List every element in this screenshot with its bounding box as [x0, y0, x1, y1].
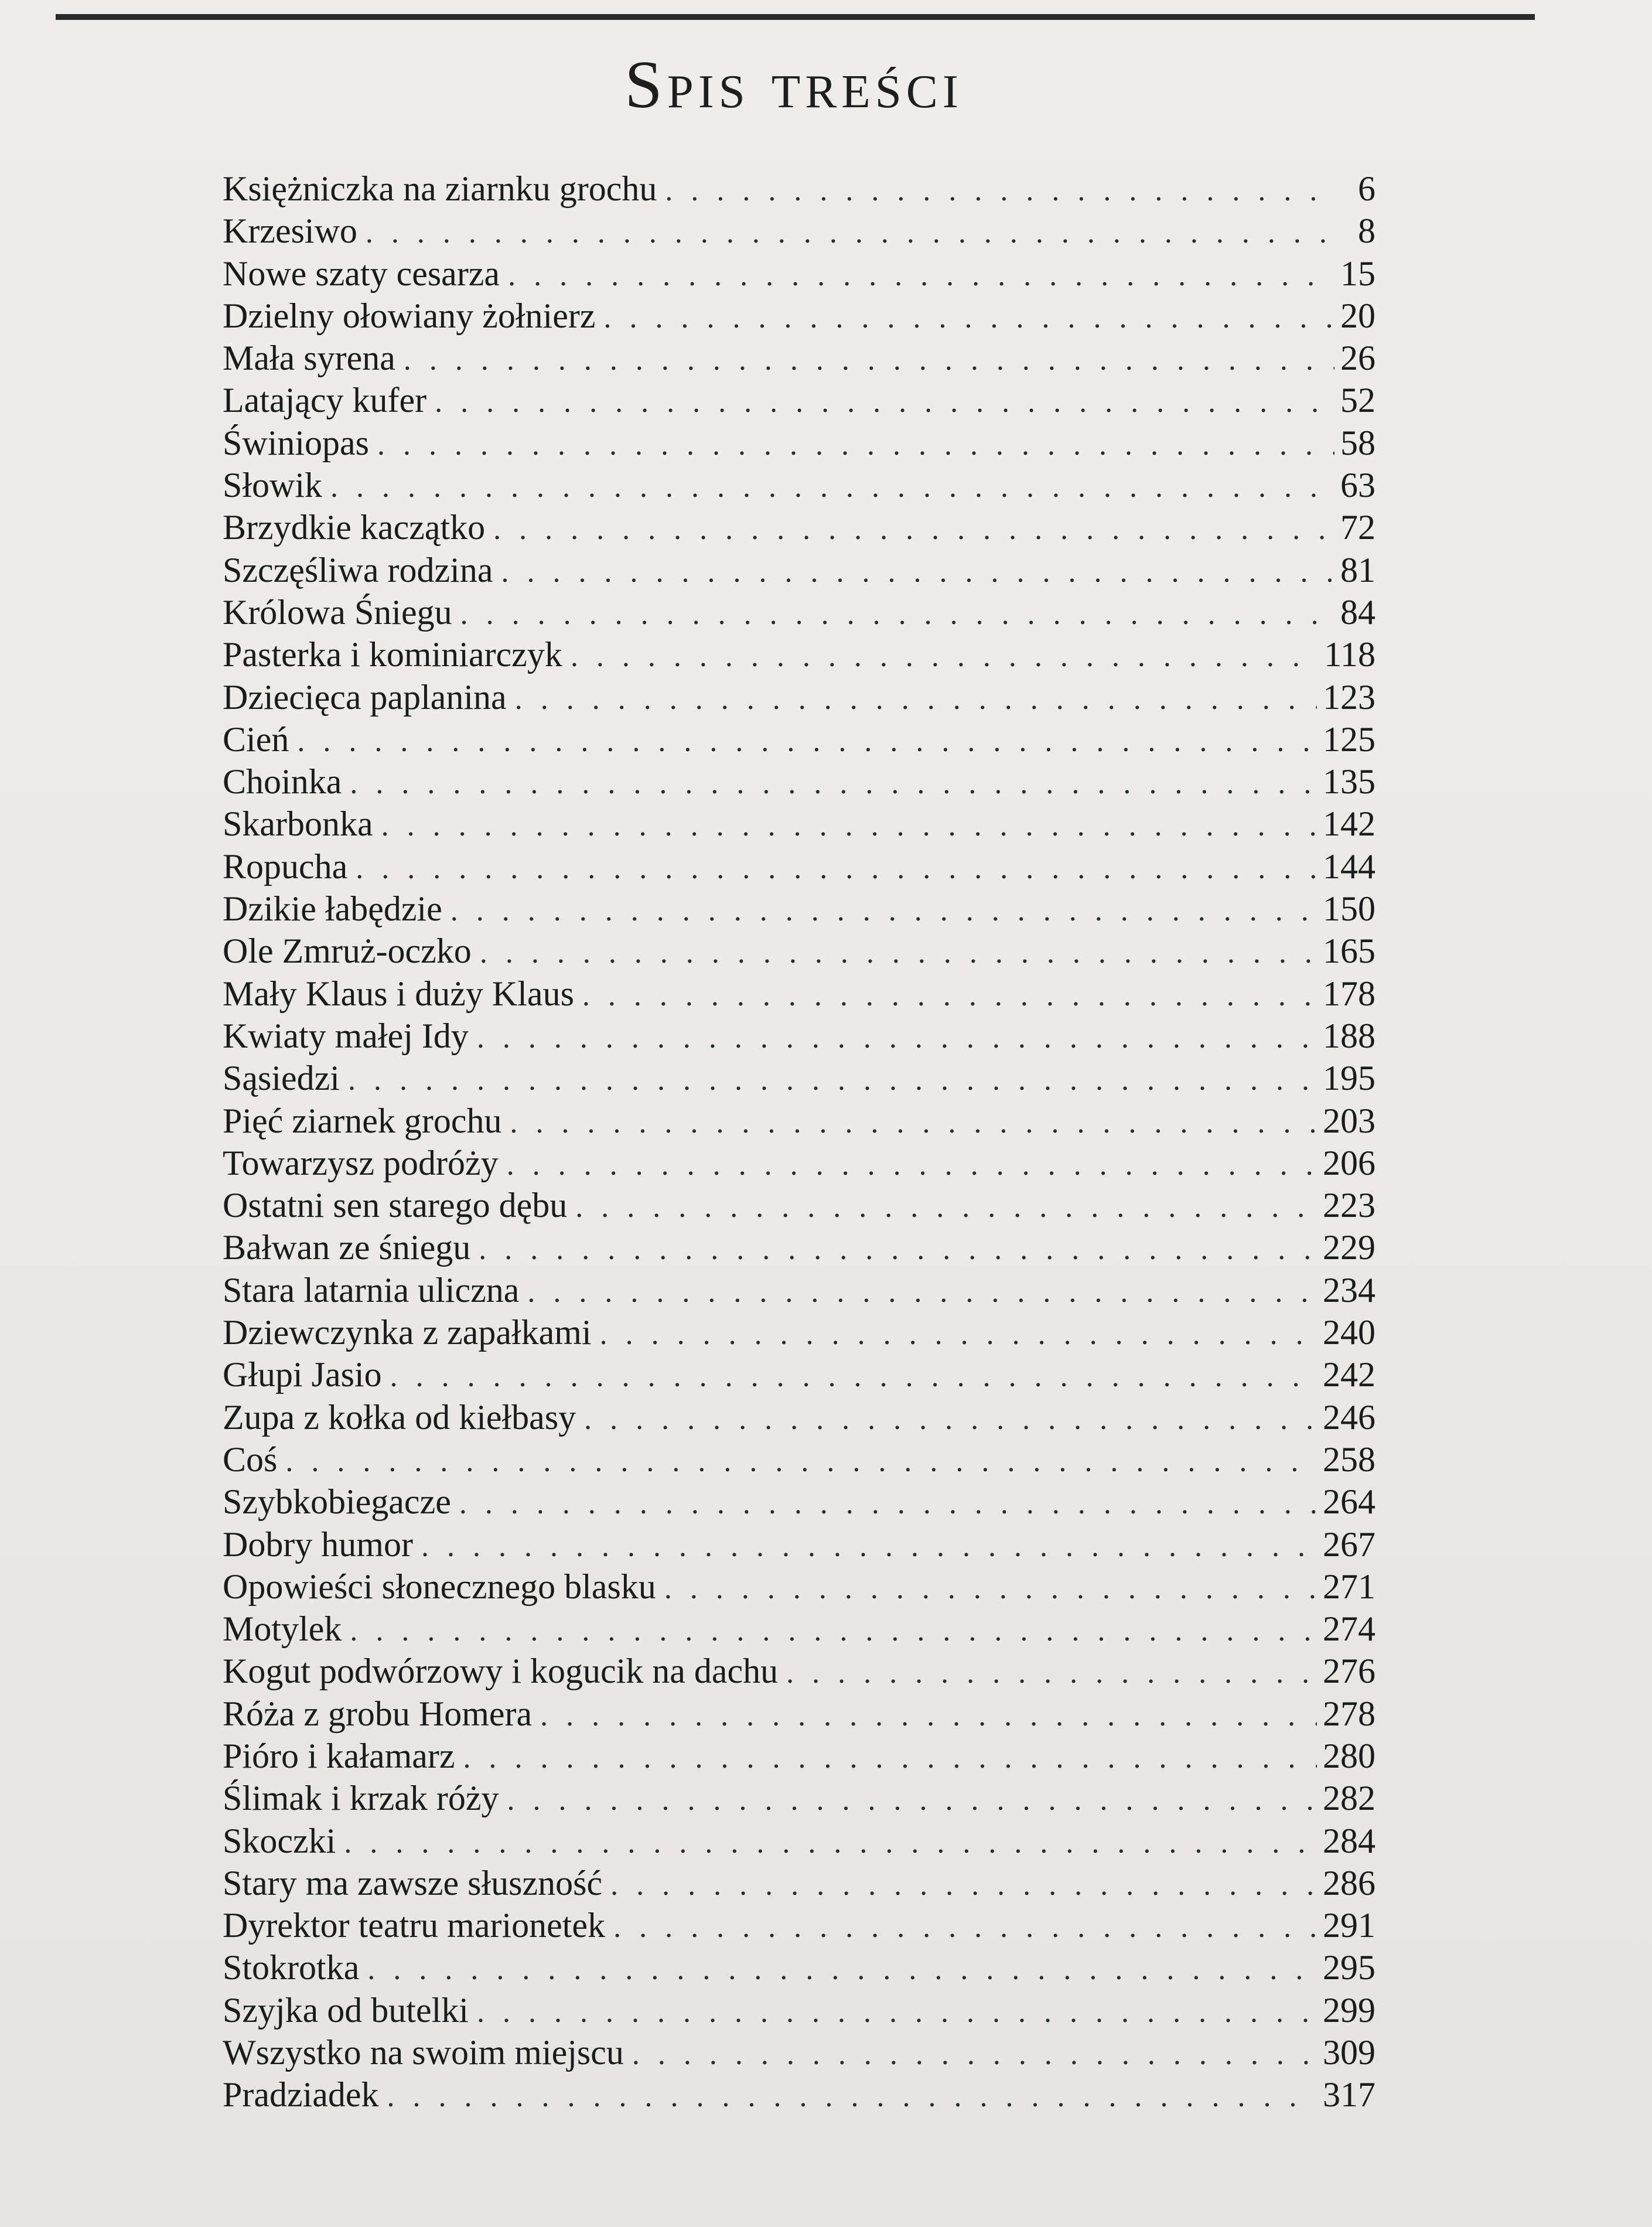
toc-entry-title: Towarzysz podróży — [223, 1143, 499, 1182]
toc-entry — [223, 337, 1375, 379]
toc-entry — [223, 2073, 1375, 2116]
toc-entry-title: Choinka — [223, 762, 342, 802]
toc-entry-title: Stokrotka — [223, 1948, 360, 1987]
toc-entry — [223, 1015, 1375, 1057]
toc-entry — [223, 718, 1375, 760]
toc-entry — [223, 1523, 1375, 1566]
dot-leader — [508, 255, 1334, 297]
toc-entry-title: Ole Zmruż-oczko — [223, 932, 472, 971]
toc-entry-title: Szyjka od butelki — [223, 1990, 469, 2030]
toc-entry — [223, 1777, 1375, 1819]
toc-entry-title: Świniopas — [223, 423, 370, 462]
toc-entry-page-number: 267 — [1323, 1525, 1375, 1564]
toc-entry-page-number: 299 — [1323, 1990, 1375, 2030]
toc-entry-title: Stary ma zawsze słuszność — [223, 1863, 603, 1902]
toc-entry — [223, 1353, 1375, 1396]
toc-entry-title: Wszystko na swoim miejscu — [223, 2033, 624, 2072]
toc-entry-title: Latający kufer — [223, 381, 427, 420]
toc-entry-page-number: 150 — [1323, 889, 1375, 929]
toc-entry — [223, 1100, 1375, 1142]
table-of-contents — [223, 168, 1375, 2116]
toc-entry — [223, 1820, 1375, 1862]
toc-entry-page-number: 284 — [1323, 1821, 1375, 1860]
toc-entry-title: Głupi Jasio — [223, 1355, 382, 1394]
dot-leader — [285, 1441, 1317, 1483]
toc-entry-page-number: 84 — [1340, 592, 1375, 632]
dot-leader — [390, 1356, 1317, 1398]
toc-entry-title: Pradziadek — [223, 2075, 379, 2115]
dot-leader — [527, 1271, 1317, 1314]
toc-entry — [223, 253, 1375, 295]
toc-entry-page-number: 206 — [1323, 1143, 1375, 1182]
dot-leader — [344, 1822, 1317, 1864]
toc-entry — [223, 379, 1375, 421]
dot-leader — [463, 1737, 1317, 1779]
toc-entry-title: Szybkobiegacze — [223, 1482, 451, 1522]
toc-entry — [223, 1057, 1375, 1099]
dot-leader — [507, 1144, 1317, 1186]
toc-entry — [223, 1862, 1375, 1904]
toc-entry-title: Coś — [223, 1440, 278, 1479]
toc-entry — [223, 295, 1375, 337]
dot-leader — [571, 636, 1318, 678]
toc-entry-page-number: 195 — [1323, 1059, 1375, 1098]
dot-leader — [450, 890, 1317, 932]
toc-entry-page-number: 291 — [1323, 1906, 1375, 1945]
toc-entry — [223, 210, 1375, 252]
dot-leader — [297, 721, 1317, 763]
toc-entry — [223, 676, 1375, 718]
dot-leader — [480, 932, 1317, 974]
dot-leader — [507, 1779, 1317, 1822]
toc-entry-title: Pięć ziarnek grochu — [223, 1101, 502, 1140]
toc-entry-page-number: 242 — [1323, 1355, 1375, 1394]
dot-leader — [460, 594, 1334, 636]
dot-leader — [459, 1483, 1317, 1525]
toc-entry-page-number: 118 — [1324, 635, 1375, 674]
toc-entry — [223, 506, 1375, 548]
toc-entry-title: Ostatni sen starego dębu — [223, 1186, 568, 1225]
toc-entry — [223, 464, 1375, 506]
page-title: Spis treści — [624, 47, 963, 122]
toc-entry — [223, 549, 1375, 591]
toc-entry-page-number: 142 — [1323, 804, 1375, 844]
toc-entry-title: Skoczki — [223, 1821, 336, 1860]
dot-leader — [421, 1526, 1317, 1568]
toc-entry-title: Krzesiwo — [223, 212, 357, 251]
dot-leader — [493, 509, 1334, 551]
toc-entry-title: Mała syrena — [223, 339, 395, 378]
top-rule — [56, 14, 1535, 20]
toc-entry-page-number: 203 — [1323, 1101, 1375, 1140]
toc-entry-title: Róża z grobu Homera — [223, 1694, 533, 1733]
toc-entry-title: Księżniczka na ziarnku grochu — [223, 169, 657, 208]
toc-entry-page-number: 72 — [1340, 508, 1375, 547]
toc-entry — [223, 1396, 1375, 1438]
toc-entry-title: Kogut podwórzowy i kogucik na dachu — [223, 1652, 779, 1691]
toc-entry — [223, 1481, 1375, 1523]
toc-entry-page-number: 234 — [1323, 1270, 1375, 1309]
dot-leader — [348, 1059, 1317, 1101]
toc-entry-page-number: 123 — [1323, 677, 1375, 717]
dot-leader — [515, 678, 1317, 721]
dot-leader — [603, 297, 1334, 339]
dot-leader — [330, 466, 1334, 509]
toc-entry — [223, 2031, 1375, 2073]
toc-entry — [223, 1566, 1375, 1608]
dot-leader — [584, 1399, 1317, 1441]
toc-entry-title: Dziecięca paplanina — [223, 677, 507, 717]
toc-entry — [223, 1438, 1375, 1481]
toc-entry-page-number: 229 — [1323, 1228, 1375, 1267]
toc-entry — [223, 973, 1375, 1015]
toc-entry-title: Ropucha — [223, 847, 348, 886]
toc-entry-page-number: 295 — [1323, 1948, 1375, 1987]
toc-entry — [223, 1311, 1375, 1353]
toc-entry-page-number: 271 — [1323, 1567, 1375, 1606]
toc-entry-title: Dziewczynka z zapałkami — [223, 1313, 592, 1352]
dot-leader — [786, 1652, 1317, 1694]
toc-entry — [223, 888, 1375, 930]
toc-entry-title: Dzikie łabędzie — [223, 889, 442, 929]
toc-entry — [223, 1650, 1375, 1692]
toc-entry — [223, 1946, 1375, 1989]
toc-entry-page-number: 52 — [1340, 381, 1375, 420]
toc-entry-page-number: 280 — [1323, 1736, 1375, 1775]
dot-leader — [435, 381, 1334, 424]
toc-entry-page-number: 274 — [1323, 1609, 1375, 1649]
toc-entry — [223, 1226, 1375, 1268]
toc-entry-page-number: 240 — [1323, 1313, 1375, 1352]
dot-leader — [377, 424, 1334, 466]
toc-entry — [223, 1989, 1375, 2031]
toc-entry-title: Dobry humor — [223, 1525, 413, 1564]
dot-leader — [575, 1186, 1317, 1229]
dot-leader — [582, 975, 1317, 1017]
dot-leader — [366, 212, 1334, 254]
toc-entry-page-number: 6 — [1358, 169, 1375, 208]
toc-entry-title: Zupa z kołka od kiełbasy — [223, 1397, 576, 1437]
toc-entry — [223, 168, 1375, 210]
toc-entry — [223, 1735, 1375, 1777]
toc-entry-page-number: 63 — [1340, 466, 1375, 505]
dot-leader — [404, 339, 1334, 381]
toc-entry-page-number: 309 — [1323, 2033, 1375, 2072]
toc-entry — [223, 1904, 1375, 1946]
toc-entry — [223, 1693, 1375, 1735]
toc-entry-title: Mały Klaus i duży Klaus — [223, 974, 574, 1013]
toc-entry-page-number: 15 — [1340, 254, 1375, 293]
toc-entry-page-number: 20 — [1340, 296, 1375, 335]
toc-entry-title: Dzielny ołowiany żołnierz — [223, 296, 596, 335]
toc-entry-title: Nowe szaty cesarza — [223, 254, 500, 293]
toc-entry-page-number: 264 — [1323, 1482, 1375, 1522]
toc-entry-title: Sąsiedzi — [223, 1059, 340, 1098]
dot-leader — [350, 763, 1317, 805]
toc-entry-title: Motylek — [223, 1609, 342, 1649]
dot-leader — [477, 1991, 1317, 2034]
toc-entry — [223, 930, 1375, 972]
toc-entry-title: Królowa Śniegu — [223, 592, 452, 632]
toc-entry-page-number: 276 — [1323, 1652, 1375, 1691]
dot-leader — [477, 1017, 1317, 1059]
dot-leader — [664, 1568, 1317, 1610]
toc-entry — [223, 633, 1375, 676]
dot-leader — [613, 1907, 1317, 1949]
toc-entry — [223, 1269, 1375, 1311]
toc-entry-page-number: 223 — [1323, 1186, 1375, 1225]
dot-leader — [350, 1610, 1317, 1652]
toc-entry — [223, 591, 1375, 633]
toc-entry — [223, 845, 1375, 888]
toc-entry-page-number: 125 — [1323, 719, 1375, 759]
toc-entry-page-number: 178 — [1323, 974, 1375, 1013]
toc-entry-title: Słowik — [223, 466, 323, 505]
toc-entry-page-number: 81 — [1340, 550, 1375, 589]
toc-entry — [223, 803, 1375, 845]
dot-leader — [665, 170, 1334, 212]
dot-leader — [610, 1864, 1317, 1907]
dot-leader — [632, 2034, 1317, 2076]
toc-entry-page-number: 26 — [1340, 339, 1375, 378]
toc-entry-title: Pasterka i kominiarczyk — [223, 635, 562, 674]
toc-entry-title: Dyrektor teatru marionetek — [223, 1906, 606, 1945]
toc-entry — [223, 1142, 1375, 1184]
toc-entry-title: Kwiaty małej Idy — [223, 1016, 469, 1055]
toc-entry-title: Ślimak i krzak róży — [223, 1779, 499, 1818]
toc-entry-title: Brzydkie kaczątko — [223, 508, 486, 547]
dot-leader — [510, 1102, 1317, 1144]
toc-entry-page-number: 282 — [1323, 1779, 1375, 1818]
toc-entry-page-number: 258 — [1323, 1440, 1375, 1479]
dot-leader — [387, 2076, 1317, 2118]
dot-leader — [356, 848, 1317, 890]
toc-entry-title: Cień — [223, 719, 289, 759]
toc-entry-page-number: 8 — [1358, 212, 1375, 251]
toc-entry-page-number: 317 — [1323, 2075, 1375, 2115]
dot-leader — [381, 805, 1317, 847]
dot-leader — [479, 1229, 1317, 1271]
toc-entry-page-number: 58 — [1340, 423, 1375, 462]
toc-entry-title: Stara latarnia uliczna — [223, 1270, 520, 1309]
toc-entry-page-number: 144 — [1323, 847, 1375, 886]
toc-entry-title: Skarbonka — [223, 804, 373, 844]
toc-entry — [223, 760, 1375, 803]
toc-entry — [223, 422, 1375, 464]
toc-entry-page-number: 278 — [1323, 1694, 1375, 1733]
toc-entry — [223, 1184, 1375, 1226]
toc-entry-page-number: 246 — [1323, 1397, 1375, 1437]
toc-entry-title: Opowieści słonecznego blasku — [223, 1567, 656, 1606]
dot-leader — [367, 1949, 1317, 1991]
toc-entry-page-number: 286 — [1323, 1863, 1375, 1902]
toc-entry-page-number: 165 — [1323, 932, 1375, 971]
toc-entry-page-number: 135 — [1323, 762, 1375, 802]
toc-entry — [223, 1608, 1375, 1650]
dot-leader — [600, 1314, 1317, 1356]
toc-entry-title: Szczęśliwa rodzina — [223, 550, 493, 589]
toc-entry-title: Pióro i kałamarz — [223, 1736, 455, 1775]
toc-entry-title: Bałwan ze śniegu — [223, 1228, 471, 1267]
toc-entry-page-number: 188 — [1323, 1016, 1375, 1055]
dot-leader — [540, 1695, 1317, 1737]
dot-leader — [501, 551, 1334, 594]
